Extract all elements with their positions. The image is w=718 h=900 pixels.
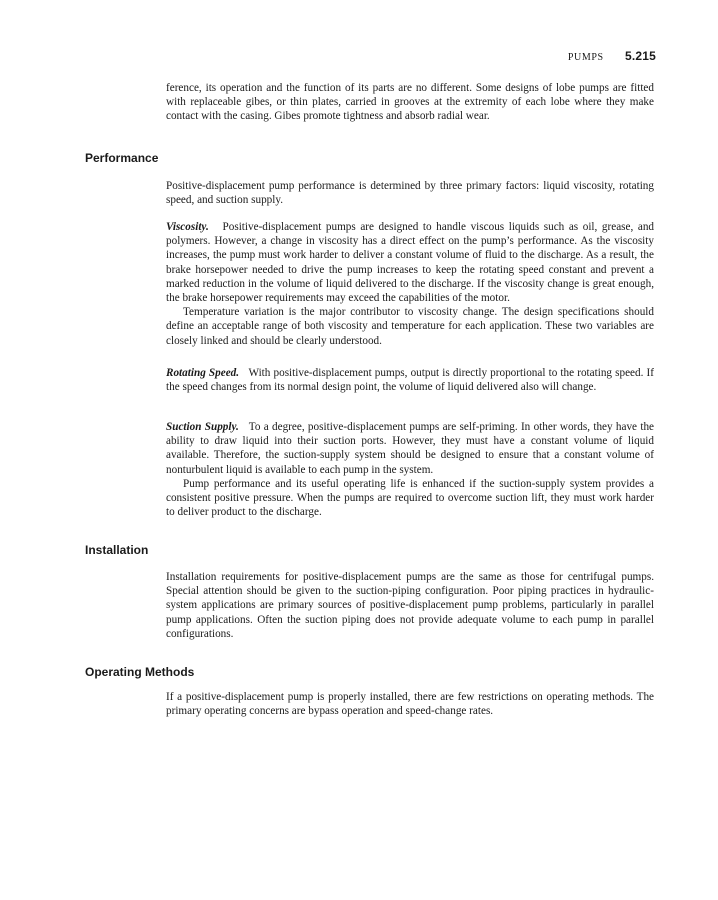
viscosity-paragraph bbox=[166, 220, 654, 305]
intro-text: ference, its operation and the function of its parts are no different. Some designs of lobe pumps are fitted with replaceable gibes, or thin plates, carried in grooves at the extremity of each lobe where they make contact with the casing. Gibes promote tightness and absorb radial wear. bbox=[166, 82, 654, 123]
rotating-speed-paragraph bbox=[166, 366, 654, 394]
performance-intro-paragraph bbox=[166, 179, 654, 207]
operating-methods-text: If a positive-displacement pump is properly installed, there are few restrictions on operating methods. The primary operating concerns are bypass operation and speed-change rates. bbox=[166, 691, 654, 718]
viscosity-term: Viscosity. bbox=[166, 221, 209, 233]
suction-supply-paragraph-2: Pump performance and its useful operating life is enhanced if the suction-supply system provides a consistent positive pressure. When the pumps are required to overcome suction lift, they must work harder to deliver product to the discharge. bbox=[166, 477, 654, 519]
performance-intro-text: Positive-displacement pump performance is determined by three primary factors: liquid viscosity, rotating speed, and suction supply. bbox=[166, 180, 654, 207]
installation-heading: Installation bbox=[85, 543, 149, 557]
performance-heading: Performance bbox=[85, 151, 159, 165]
running-head bbox=[568, 49, 656, 63]
rotating-speed-text: With positive-displacement pumps, output is directly proportional to the rotating speed. If the speed changes from its normal design point, the volume of liquid delivered also will change. bbox=[166, 367, 654, 394]
running-head-section: PUMPS bbox=[567, 52, 604, 63]
intro-paragraph bbox=[166, 81, 654, 124]
suction-supply-text: To a degree, positive-displacement pumps are self-priming. In other words, they have the ability to draw liquid into their suction ports. However, they must have a constant volume of liquid available. Therefore, the suction-supply system should be designed to ensure that a constant volume of nonturbulent liquid is available to each pump in the system. bbox=[166, 421, 655, 476]
viscosity-section bbox=[166, 220, 654, 348]
suction-supply-section bbox=[166, 420, 654, 519]
operating-methods-paragraph bbox=[166, 690, 654, 718]
operating-methods-heading: Operating Methods bbox=[85, 665, 195, 679]
rotating-speed-term: Rotating Speed. bbox=[166, 367, 240, 379]
viscosity-paragraph-2: Temperature variation is the major contributor to viscosity change. The design specifications should define an acceptable range of both viscosity and temperature for each application. These two variables are closely linked and should be clearly understood. bbox=[166, 306, 654, 347]
suction-supply-term: Suction Supply. bbox=[166, 421, 239, 433]
page-number: 5.215 bbox=[624, 49, 656, 63]
viscosity-text: Positive-displacement pumps are designed to handle viscous liquids such as oil, grease, and polymers. However, a change in viscosity has a direct effect on the pump’s performance. As the viscosity increases, the pump must work harder to deliver a constant volume of fluid to the discharge. As a result, the brake horsepower needed to drive the pump increases to keep the rotating speed constant and prevent a marked reduction in the volume of liquid delivered to the discharge. If the viscosity change is great enough, the brake horsepower requirements may exceed the capabilities of the motor. bbox=[166, 221, 655, 305]
installation-text: Installation requirements for positive-displacement pumps are the same as those for centrifugal pumps. Special attention should be given to the suction-piping configuration. Poor piping practices in hydraulic-system applications are primary sources of positive-displacement pump problems, particularly in parallel pump applications. Often the suction piping does not provide adequate volume to each pump in parallel configurations. bbox=[166, 571, 654, 640]
installation-paragraph bbox=[166, 570, 654, 641]
suction-supply-paragraph bbox=[166, 420, 654, 477]
rotating-speed-section bbox=[166, 366, 654, 394]
